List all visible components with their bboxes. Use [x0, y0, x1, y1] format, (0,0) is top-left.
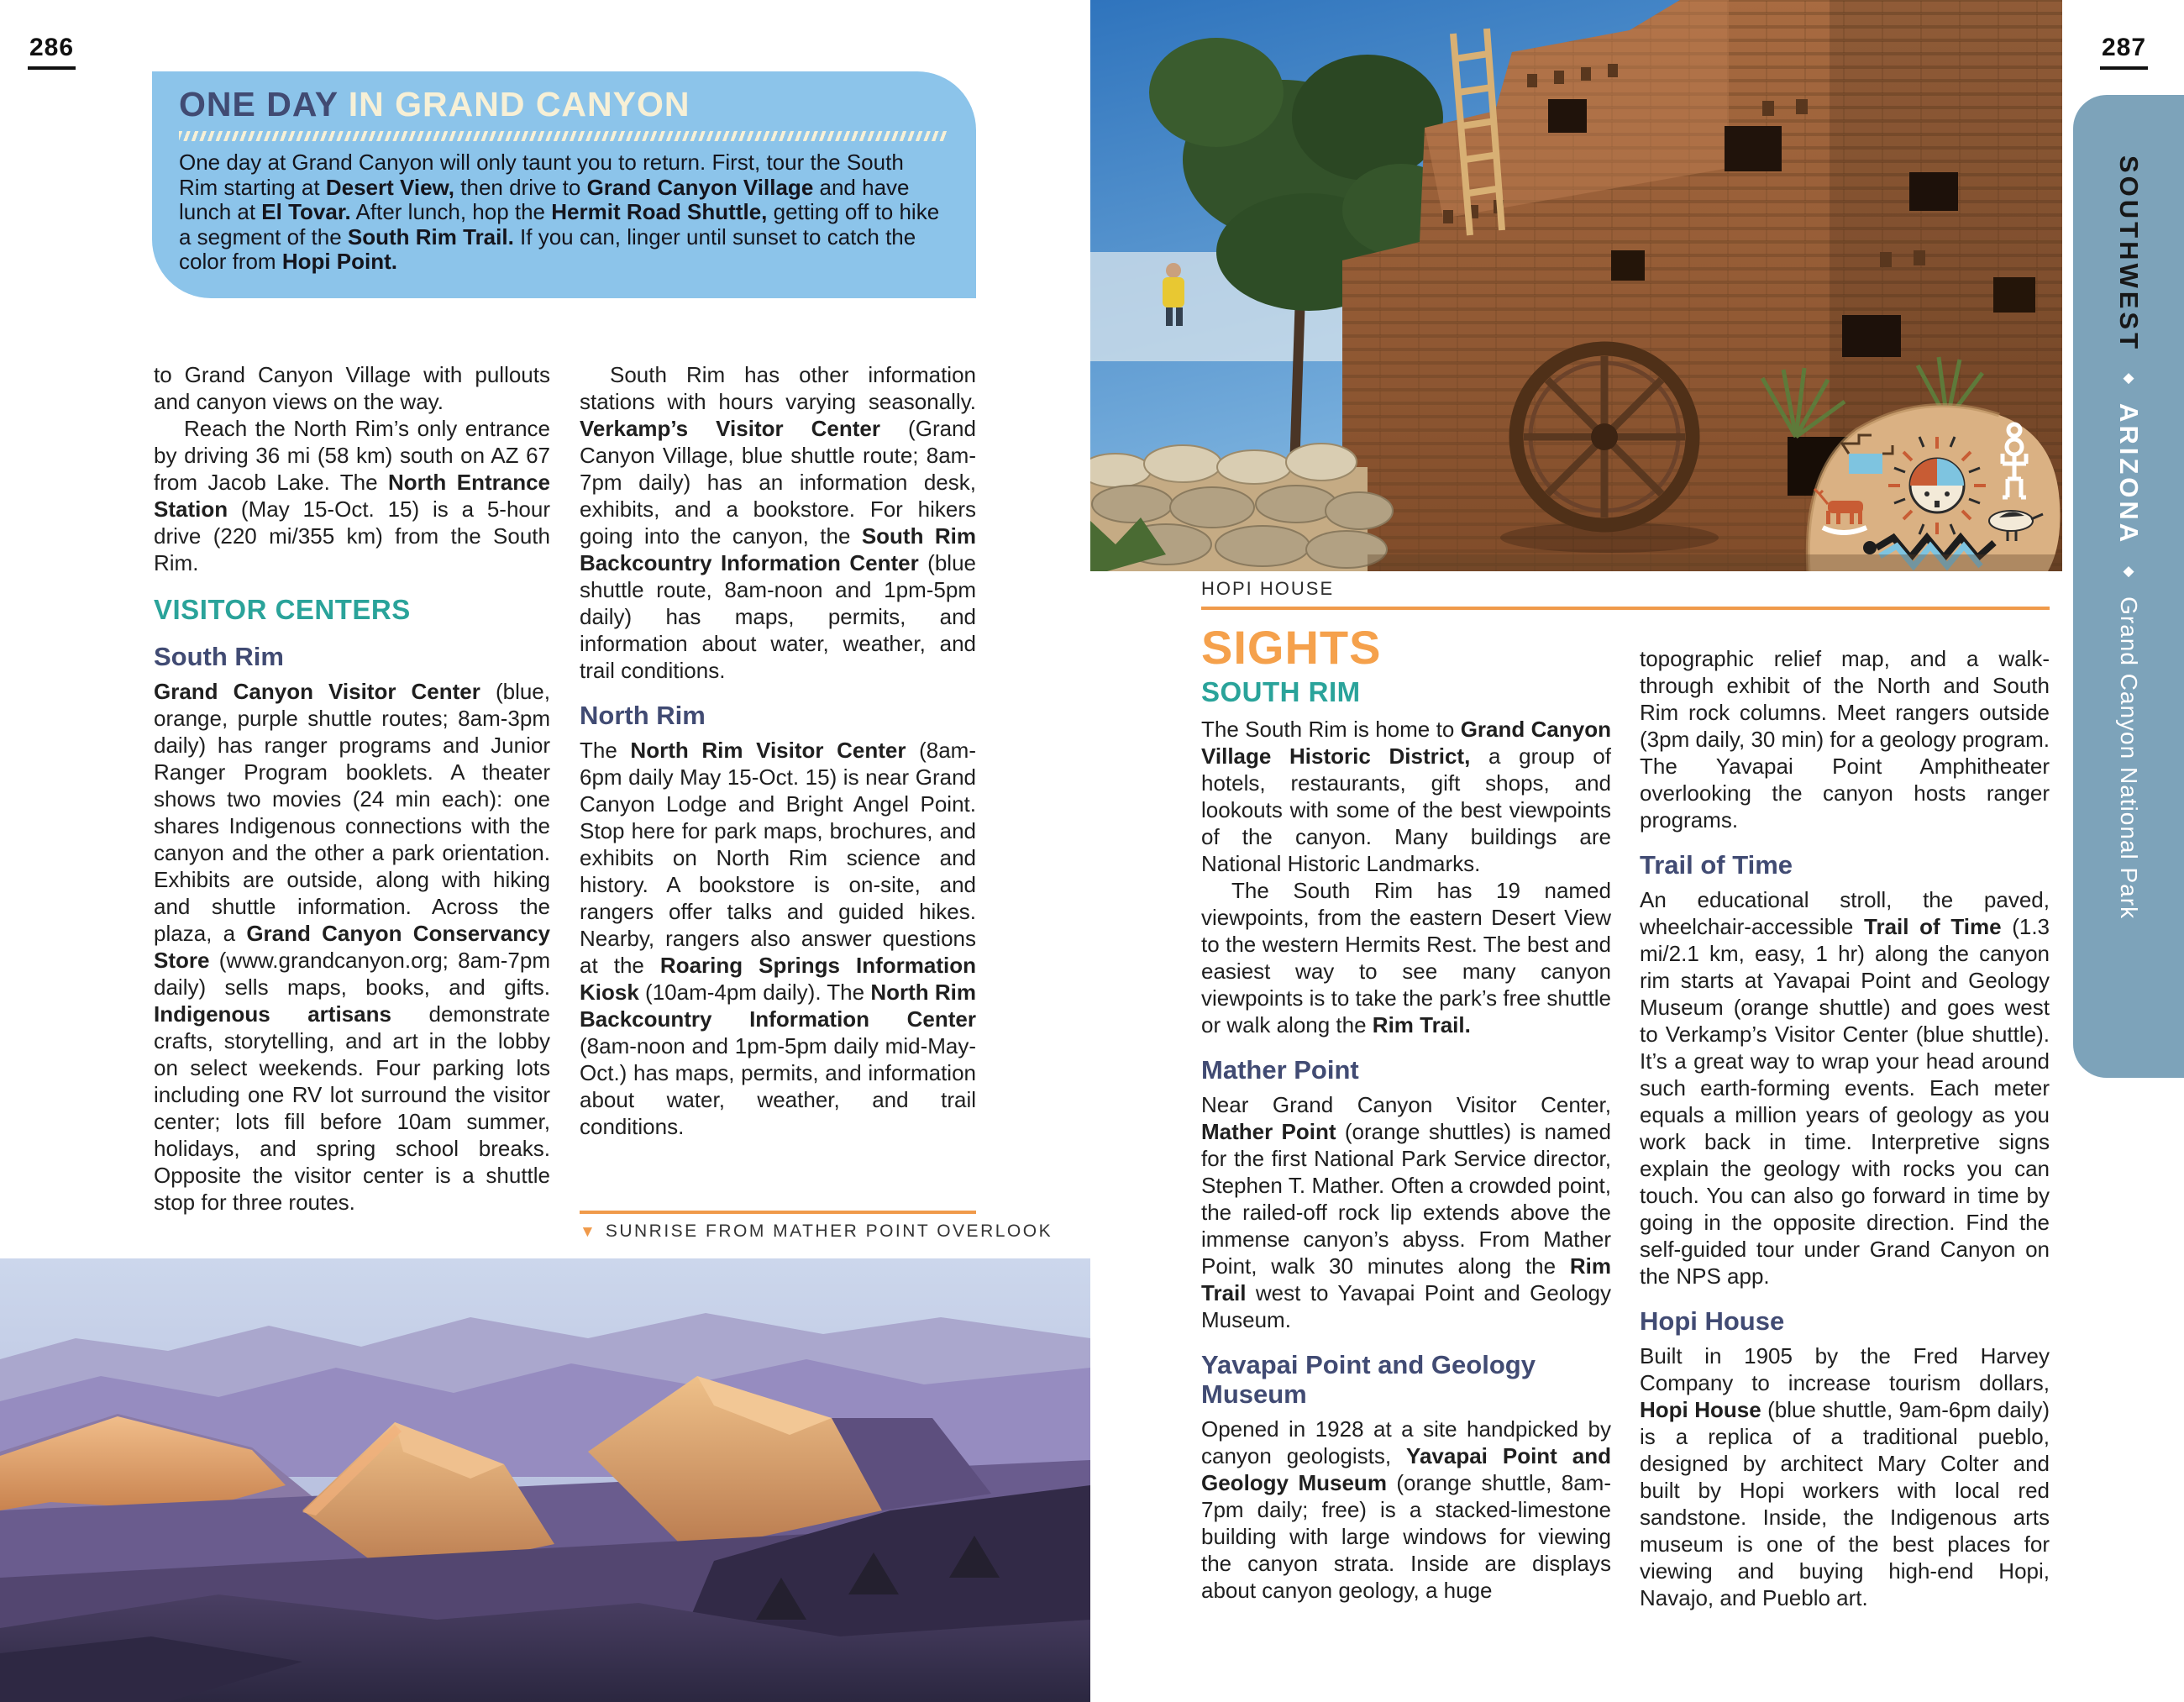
right-page-column-1 — [1201, 623, 1611, 1604]
text-run: (8am-noon and 1pm-5pm daily mid-May-Oct.) has maps, permits, and information about water, weather, and trail conditions. — [580, 1033, 976, 1139]
text-run: One day at Grand Canyon will only taunt you to return. First, tour the South Rim starting at — [179, 150, 904, 200]
bold-text-run: Desert View, — [325, 174, 455, 200]
stone-wall — [1090, 444, 1393, 571]
subsection-heading: Trail of Time — [1640, 850, 1793, 880]
text-run: (blue, orange, purple shuttle routes; 8am-3pm daily) has ranger programs and Junior Ranger Program booklets. A theater shows two movies (24 min each): one shares Indigenous connections with the canyon and the other a park orientation. Exhibits are outside, along with hiking and shuttle information. Across the plaza, a — [154, 679, 550, 946]
left-page-column-2 — [580, 361, 976, 1140]
body-paragraph — [154, 415, 550, 576]
bold-text-run: Grand Canyon Village — [586, 174, 814, 200]
subsection-heading: Yavapai Point and Geology Museum — [1201, 1350, 1536, 1409]
callout-hatch-divider — [179, 131, 948, 141]
text-run: and have lunch at — [179, 174, 910, 224]
body-paragraph — [154, 678, 550, 1216]
text-run: Reach the North Rim’s only entrance by driving 36 mi (58 km) south on AZ 67 from Jacob Lake. The — [154, 416, 550, 495]
body-paragraph — [580, 361, 976, 684]
text-run: South Rim has other information stations with hours varying seasonally. — [580, 362, 976, 414]
text-run: An educational stroll, the paved, wheelchair-accessible — [1640, 887, 2050, 939]
body-paragraph — [1640, 1342, 2050, 1611]
text-run: (8am-6pm daily May 15-Oct. 15) is near Grand Canyon Lodge and Bright Angel Point. Stop here for park maps, brochures, and exhibits on North Rim science and history. A bookstore is on-site, and rangers offer talks and guided hikes. Nearby, rangers also answer questions at the — [580, 738, 976, 978]
text-run: Built in 1905 by the Fred Harvey Company to increase tourism dollars, — [1640, 1343, 2050, 1395]
left-page-column-1 — [154, 361, 550, 1216]
text-run: (blue shuttle, 9am-6pm daily) is a replica of a traditional pueblo, designed by architect Mary Colter and built by Hopi workers with local red sandstone. Inside, the Indigenous arts museum is one of the best places for viewing and buying high-end Hopi, Navajo, and Pueblo art. — [1640, 1397, 2050, 1610]
text-run: (Grand Canyon Village, blue shuttle route; 8am-7pm daily) has an information desk, exhibits, and a bookstore. For hikers going into the canyon, the — [580, 416, 976, 549]
body-paragraph — [154, 361, 550, 415]
callout-title-light: IN GRAND CANYON — [348, 85, 690, 123]
text-run: (10am-4pm daily). The — [638, 980, 871, 1005]
bold-text-run: Rim Trail — [1201, 1253, 1611, 1305]
text-run: demonstrate crafts, storytelling, and art in the lobby on select weekends. Four parking lots including one RV lot surround the visitor center; lots fill before 10am summer, holidays, and spring school breaks. Opposite the visitor center is a shuttle stop for three routes. — [154, 1001, 551, 1215]
bold-text-run: North Entrance Station — [154, 470, 550, 522]
body-paragraph — [1640, 886, 2050, 1290]
bold-text-run: South Rim Backcountry Information Center — [580, 523, 976, 575]
bold-text-run: Grand Canyon Conservancy Store — [154, 921, 550, 973]
text-run: The South Rim has 19 named viewpoints, from the eastern Desert View to the western Hermits Rest. The best and easiest way to see many canyon viewpoints is to take the park’s free shuttle or walk along the — [1201, 878, 1611, 1037]
text-run: (www.grandcanyon.org; 8am-7pm daily) sells maps, books, and gifts. — [154, 948, 550, 1000]
bold-text-run: Trail of Time — [1864, 914, 2002, 939]
bold-text-run: Hopi Point. — [281, 249, 398, 274]
text-run: topographic relief map, and a walk-through exhibit of the North and South Rim rock columns. Meet rangers outside (3pm daily, 30 min) for a geology program. The Yavapai Point Amphitheater overlooking the canyon hosts ranger programs. — [1640, 646, 2050, 833]
hopi-house-photo-art — [1090, 0, 2062, 571]
callout-body — [179, 150, 948, 275]
hopi-house-caption-rule — [1201, 607, 2050, 610]
text-run: The — [580, 738, 631, 763]
text-run: Opened in 1928 at a site handpicked by canyon geologists, — [1201, 1416, 1611, 1468]
sights-heading: SIGHTS — [1201, 621, 1382, 674]
text-run: (orange shuttles) is named for the first National Park Service director, Stephen T. Mather. Often a crowded point, the railed-off rock lip extends above the immense canyon’s abyss. From Mather Point, walk 30 minutes along the — [1201, 1119, 1612, 1279]
edge-tab-text — [2113, 155, 2144, 919]
sunrise-photo-caption — [580, 1221, 1053, 1242]
bold-text-run: El Tovar. — [261, 199, 351, 224]
text-run: (blue shuttle route, 8am-noon and 1pm-5pm daily) has maps, permits, and information about water, weather, and trail conditions. — [580, 550, 976, 683]
callout-title-dark: ONE DAY — [179, 85, 339, 123]
region-label: SOUTHWEST — [2114, 155, 2144, 353]
text-run: Near Grand Canyon Visitor Center, — [1201, 1092, 1611, 1117]
bold-text-run: North Rim Backcountry Information Center — [580, 980, 976, 1032]
diamond-separator-icon: ◆ — [2121, 369, 2137, 386]
body-paragraph — [1201, 877, 1611, 1038]
text-run: getting off to hike a segment of the — [179, 199, 940, 250]
bold-text-run: Hopi House — [1640, 1397, 1761, 1422]
bold-text-run: Yavapai Point and Geology Museum — [1201, 1443, 1612, 1495]
text-run: After lunch, hop the — [350, 199, 552, 224]
body-paragraph — [1201, 1416, 1611, 1604]
bold-text-run: Hermit Road Shuttle, — [551, 199, 768, 224]
text-run: to Grand Canyon Village with pullouts and canyon views on the way. — [154, 362, 550, 414]
text-run: a group of hotels, restaurants, gift shops, and lookouts with some of the best viewpoints of the canyon. Many buildings are National Historic Landmarks. — [1201, 743, 1611, 876]
park-name-label: Grand Canyon National Park — [2116, 596, 2142, 920]
bold-text-run: Verkamp’s Visitor Center — [580, 416, 881, 441]
bold-text-run: Grand Canyon Village Historic District, — [1201, 717, 1611, 769]
sunrise-caption-text: SUNRISE FROM MATHER POINT OVERLOOK — [605, 1221, 1053, 1241]
body-paragraph — [1201, 1091, 1611, 1333]
callout-title — [179, 85, 948, 123]
bold-text-run: Grand Canyon Visitor Center — [154, 679, 480, 704]
bold-text-run: Rim Trail. — [1372, 1012, 1471, 1037]
text-run: If you can, linger until sunset to catch the color from — [179, 223, 916, 274]
edge-tab-sidebar — [2073, 95, 2184, 1078]
subsection-heading: Mather Point — [1201, 1055, 1359, 1085]
text-run: then drive to — [454, 174, 587, 200]
text-run: (May 15-Oct. 15) is a 5-hour drive (220 mi/355 km) from the South Rim. — [154, 496, 550, 575]
subsection-heading: Hopi House — [1640, 1306, 1785, 1336]
sunrise-photo — [0, 1258, 1090, 1702]
bold-text-run: North Rim Visitor Center — [630, 738, 906, 763]
subsection-heading: South Rim — [154, 642, 284, 671]
body-paragraph — [1201, 716, 1611, 877]
sunrise-photo-art — [0, 1258, 1090, 1702]
subsection-heading: North Rim — [580, 701, 706, 730]
body-paragraph — [1640, 645, 2050, 833]
text-run: (orange shuttle, 8am-7pm daily; free) is a stacked-limestone building with large windows for viewing the canyon strata. Inside are displays about canyon geology, a huge — [1201, 1470, 1611, 1603]
right-page-column-2 — [1640, 645, 2050, 1611]
bold-text-run: Roaring Springs Information Kiosk — [580, 953, 977, 1005]
hopi-house-caption: HOPI HOUSE — [1201, 578, 1335, 599]
text-run: west to Yavapai Point and Geology Museum. — [1201, 1280, 1611, 1332]
bold-text-run: Mather Point — [1201, 1119, 1336, 1144]
page-number-right: 287 — [2100, 34, 2148, 70]
state-label: ARIZONA — [2114, 402, 2144, 546]
hopi-house-photo — [1090, 0, 2062, 571]
body-paragraph — [580, 737, 976, 1140]
bold-text-run: Indigenous artisans — [154, 1001, 391, 1027]
bold-text-run: South Rim Trail. — [347, 223, 514, 250]
page-number-left: 286 — [28, 34, 76, 70]
one-day-callout-box — [152, 71, 976, 298]
text-run: The South Rim is home to — [1201, 717, 1461, 742]
diamond-separator-icon: ◆ — [2121, 562, 2137, 580]
section-heading: SOUTH RIM — [1201, 676, 1361, 707]
text-run: (1.3 mi/2.1 km, easy, 1 hr) along the canyon rim starts at Yavapai Point and Geology Museum (orange shuttle) and goes west to Verkamp’s Visitor Center (blue shuttle). It’s a great way to wrap your head around such earth-forming events. Each meter equals a million years of geology as you work back in time. Interpretive signs explain the geology with rocks you can touch. You can also go forward in time by going in the opposite direction. Find the self-guided tour under Grand Canyon on the NPS app. — [1640, 914, 2050, 1289]
section-heading: VISITOR CENTERS — [154, 594, 411, 625]
caption-triangle-icon: ▼ — [580, 1223, 596, 1241]
sunrise-caption-rule — [580, 1211, 976, 1214]
